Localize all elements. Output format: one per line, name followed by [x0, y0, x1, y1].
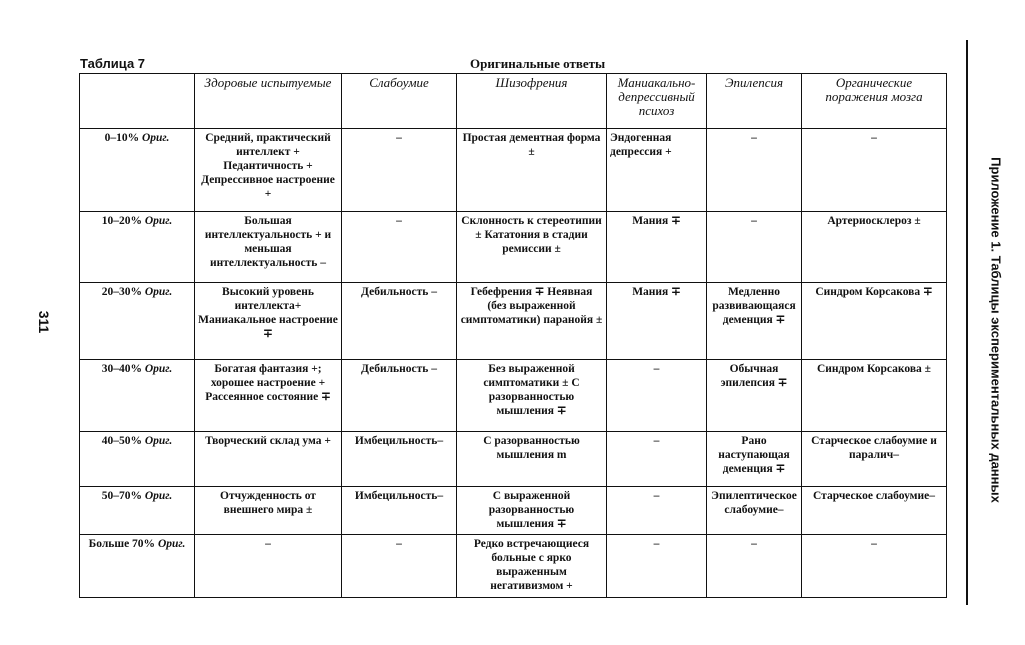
table-cell: Богатая фантазия +; хорошее настроение + Рассеянное состояние ∓ [195, 360, 342, 432]
row-label-range: 10–20% [101, 215, 142, 227]
table-row [80, 535, 947, 598]
table-cell: – [342, 212, 457, 283]
row-label-range: Больше 70% [88, 538, 156, 550]
running-head: Приложение 1. Таблицы экспериментальных данных [988, 157, 1004, 503]
table-cell: – [707, 129, 802, 212]
table-cell: – [342, 129, 457, 212]
table-cell: Гебефрения ∓ Неявная (без выраженной симптоматики) паранойя ± [457, 283, 607, 360]
row-label-suffix: Ориг. [157, 538, 186, 550]
column-header: Шизофрения [457, 74, 607, 129]
table-cell: Медленно развивающаяся деменция ∓ [707, 283, 802, 360]
margin-rule [966, 40, 968, 605]
row-label [80, 487, 195, 535]
table-cell: Без выраженной симптоматики ± С разорванностью мышления ∓ [457, 360, 607, 432]
page-number: 311 [36, 310, 52, 334]
table-number-label: Таблица 7 [80, 56, 146, 71]
row-label-suffix: Ориг. [144, 286, 173, 298]
table-cell: Синдром Корсакова ± [802, 360, 947, 432]
table-cell: Синдром Корсакова ∓ [802, 283, 947, 360]
column-header [80, 74, 195, 129]
table-cell: Дебильность – [342, 360, 457, 432]
table-cell: Дебильность – [342, 283, 457, 360]
table-cell: Артериосклероз ± [802, 212, 947, 283]
table-cell: Старческое слабоумие и паралич– [802, 432, 947, 487]
table-cell: – [607, 360, 707, 432]
table-cell: Рано наступающая деменция ∓ [707, 432, 802, 487]
data-table [79, 73, 947, 598]
table-cell: – [342, 535, 457, 598]
row-label-suffix: Ориг. [141, 132, 170, 144]
row-label-range: 40–50% [101, 435, 142, 447]
column-header: Маниакально-депрессивный психоз [607, 74, 707, 129]
table-cell: – [607, 487, 707, 535]
table-row [80, 360, 947, 432]
row-label [80, 283, 195, 360]
row-label-range: 30–40% [101, 363, 142, 375]
table-cell: Эпилептическое слабоумие– [707, 487, 802, 535]
row-label [80, 212, 195, 283]
header-row [80, 74, 947, 129]
row-label-range: 50–70% [101, 490, 142, 502]
table-cell: Большая интеллектуальность + и меньшая интеллектуальность – [195, 212, 342, 283]
table-row [80, 212, 947, 283]
table-cell: Эндогенная депрессия + [607, 129, 707, 212]
row-label-suffix: Ориг. [144, 490, 173, 502]
table-cell: – [707, 212, 802, 283]
table-cell: – [802, 129, 947, 212]
table-cell: Отчужденность от внешнего мира ± [195, 487, 342, 535]
table-cell: – [802, 535, 947, 598]
table-cell: Простая дементная форма ± [457, 129, 607, 212]
table-cell: С выраженной разорванностью мышления ∓ [457, 487, 607, 535]
table-cell: Имбецильность– [342, 432, 457, 487]
row-label [80, 129, 195, 212]
row-label-suffix: Ориг. [144, 215, 173, 227]
table-row [80, 129, 947, 212]
row-label-suffix: Ориг. [144, 363, 173, 375]
table-cell: – [195, 535, 342, 598]
table-cell: Склонность к стереотипии ± Кататония в стадии ремиссии ± [457, 212, 607, 283]
row-label-suffix: Ориг. [144, 435, 173, 447]
column-header: Здоровые испытуемые [195, 74, 342, 129]
row-label-range: 20–30% [101, 286, 142, 298]
table-cell: – [607, 432, 707, 487]
row-label-range: 0–10% [104, 132, 140, 144]
table-cell: Творческий склад ума + [195, 432, 342, 487]
table-title: Оригинальные ответы [470, 56, 606, 71]
table-cell: Мания ∓ [607, 212, 707, 283]
column-header: Слабоумие [342, 74, 457, 129]
table-cell: Средний, практический интеллект + Педантичность + Депрессивное настроение + [195, 129, 342, 212]
table-row [80, 283, 947, 360]
table-cell: Обычная эпилепсия ∓ [707, 360, 802, 432]
row-label [80, 535, 195, 598]
table-cell: – [707, 535, 802, 598]
table-cell: Редко встречающиеся больные с ярко выраженным негативизмом + [457, 535, 607, 598]
table-cell: Старческое слабоумие– [802, 487, 947, 535]
table-cell: Имбецильность– [342, 487, 457, 535]
column-header: Эпилепсия [707, 74, 802, 129]
table-cell: Высокий уровень интеллекта+ Маниакальное настроение ∓ [195, 283, 342, 360]
column-header: Органические поражения мозга [802, 74, 947, 129]
table-cell: Мания ∓ [607, 283, 707, 360]
table-cell: – [607, 535, 707, 598]
row-label [80, 432, 195, 487]
table-row [80, 487, 947, 535]
table-cell: С разорванностью мышления m [457, 432, 607, 487]
table-row [80, 432, 947, 487]
row-label [80, 360, 195, 432]
